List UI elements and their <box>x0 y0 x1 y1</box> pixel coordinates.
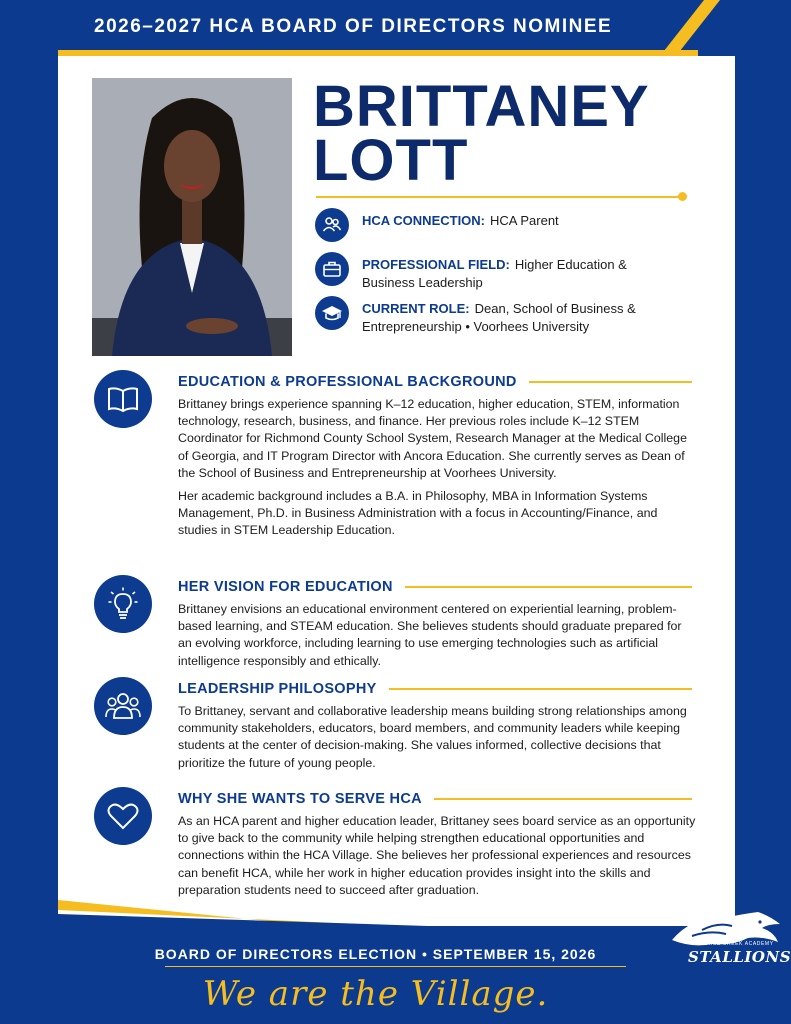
section-header <box>178 374 692 390</box>
info-value: Dean, School of Business & Entrepreneurship • Voorhees University <box>362 301 636 334</box>
nominee-photo <box>92 78 292 356</box>
group-icon <box>94 677 152 735</box>
section-paragraph: As an HCA parent and higher education leader, Brittaney sees board service as an opportunity to give back to the community while helping strengthen educational opportunities and connections within the HCA Village. She believes her professional experiences and resources can benefit HCA, while her work in higher education provides insight into the skills and preparation students need to succeed after graduation. <box>178 814 696 897</box>
logo-subtitle: HORSE CREEK ACADEMY <box>700 941 774 947</box>
info-value: HCA Parent <box>490 213 559 228</box>
tagline: We are the Village. <box>202 974 549 1014</box>
section-title: LEADERSHIP PHILOSOPHY <box>178 681 377 697</box>
info-label: PROFESSIONAL FIELD: <box>362 257 510 272</box>
section-paragraph: Her academic background includes a B.A. in Philosophy, MBA in Information Systems Management, Ph.D. in Business Administration with a focus in Accounting/Finance, and studies in STEM Leadership Education. <box>178 489 658 538</box>
page-title: 2026–2027 HCA BOARD OF DIRECTORS NOMINEE <box>94 16 613 37</box>
section-header <box>178 681 692 697</box>
section-header <box>178 579 692 595</box>
info-label: CURRENT ROLE: <box>362 301 470 316</box>
section-rule <box>434 798 692 800</box>
info-label: HCA CONNECTION: <box>362 213 486 228</box>
section-body <box>178 813 698 899</box>
section-paragraph: To Brittaney, servant and collaborative leadership means building strong relationships among community stakeholders, educators, board members, and community leaders while keeping students at the center of decision-making. She values informed, collective decisions that prioritize the future of young people. <box>178 704 687 770</box>
briefcase-icon <box>315 252 349 286</box>
election-date: BOARD OF DIRECTORS ELECTION • SEPTEMBER 15, 2026 <box>154 946 597 962</box>
section-title: EDUCATION & PROFESSIONAL BACKGROUND <box>178 374 517 390</box>
book-icon <box>94 370 152 428</box>
section-title: HER VISION FOR EDUCATION <box>178 579 393 595</box>
footer-rule <box>165 966 626 967</box>
graduation-cap-icon <box>315 296 349 330</box>
info-text <box>362 256 662 292</box>
heart-icon <box>94 787 152 845</box>
name-last: LOTT <box>313 128 469 193</box>
logo-wordmark: STALLIONS <box>688 948 791 966</box>
info-value: Higher Education & Business Leadership <box>362 257 627 290</box>
name-first: BRITTANEY <box>313 74 650 139</box>
section-header <box>178 791 692 807</box>
section-rule <box>529 381 692 383</box>
info-text <box>362 212 662 230</box>
section-paragraph: Brittaney envisions an educational environment centered on experiential learning, problem-based learning, and STEAM education. She believes students should graduate prepared for an evolving workforce, including learning to use emerging technologies such as artificial intelligence responsibly and ethically. <box>178 602 682 668</box>
section-body <box>178 396 698 540</box>
section-rule <box>405 586 692 588</box>
name-divider <box>316 196 682 198</box>
lightbulb-icon <box>94 575 152 633</box>
people-icon <box>315 208 349 242</box>
nominee-name <box>313 74 650 193</box>
info-text <box>362 300 662 336</box>
section-title: WHY SHE WANTS TO SERVE HCA <box>178 791 422 807</box>
name-divider-dot <box>678 192 687 201</box>
section-paragraph: Brittaney brings experience spanning K–12 education, higher education, STEM, information technology, research, business, and finance. Her previous roles include K–12 STEM Coordinator for Richmond County School System, Research Manager at the Medical College of Georgia, and IT Program Director with Ancora Education. She currently serves as Dean of the School of Business and Entrepreneurship at Voorhees University. <box>178 397 687 480</box>
portrait-illustration <box>92 78 292 356</box>
section-body <box>178 703 698 772</box>
section-rule <box>389 688 692 690</box>
section-body <box>178 601 698 670</box>
